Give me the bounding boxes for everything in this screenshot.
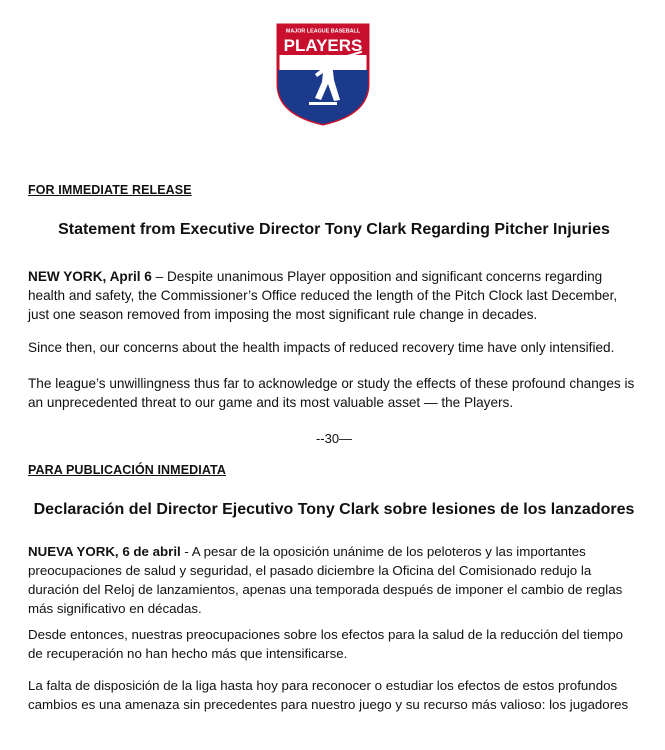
paragraph-en-2: Since then, our concerns about the health impacts of reduced recovery time have only intensified.: [28, 340, 615, 355]
release-label-es: PARA PUBLICACIÓN INMEDIATA: [28, 463, 226, 477]
logo-players-text: PLAYERS: [283, 36, 363, 55]
paragraph-en-3: The league’s unwillingness thus far to acknowledge or study the effects of these profound changes is an unprecedented threat to our game and its most valuable asset — the Players.: [28, 376, 635, 410]
paragraph-en-1: [28, 267, 640, 324]
title-es: Declaración del Director Ejecutivo Tony Clark sobre lesiones de los lanzadores: [33, 501, 635, 518]
paragraph-es-2: Desde entonces, nuestras preocupaciones sobre los efectos para la salud de la reducción del tiempo de recuperación no han hecho más que intensificarse.: [28, 627, 624, 661]
title-en: Statement from Executive Director Tony Clark Regarding Pitcher Injuries: [58, 221, 610, 238]
dateline-es: NUEVA YORK, 6 de abril: [28, 544, 181, 559]
paragraph-es-3: La falta de disposición de la liga hasta hoy para reconocer o estudiar los efectos de estos profundos cambios es una amenaza sin precedentes para nuestro juego y su recurso más valioso: los jugadores: [28, 678, 629, 712]
paragraph-es-1: [28, 542, 640, 618]
paragraph-en-1-body: – Despite unanimous Player opposition and significant concerns regarding health and safety, the Commissioner’s Office reduced the length of the Pitch Clock last December, just one season removed from imposing the most significant rule change in decades.: [28, 269, 618, 322]
dateline-en: NEW YORK, April 6: [28, 269, 152, 284]
paragraph-es-1-body: - A pesar de la oposición unánime de los peloteros y las importantes preocupaciones de salud y seguridad, el pasado diciembre la Oficina del Comisionado redujo la duración del Reloj de lanzamientos, apenas una temporada después de imponer el cambio de reglas más significativo en décadas.: [28, 544, 623, 616]
section-divider: --30—: [315, 431, 353, 446]
release-label-en: FOR IMMEDIATE RELEASE: [28, 183, 192, 197]
logo-small-text: MAJOR LEAGUE BASEBALL: [285, 28, 361, 35]
mlb-players-logo: [275, 22, 371, 126]
